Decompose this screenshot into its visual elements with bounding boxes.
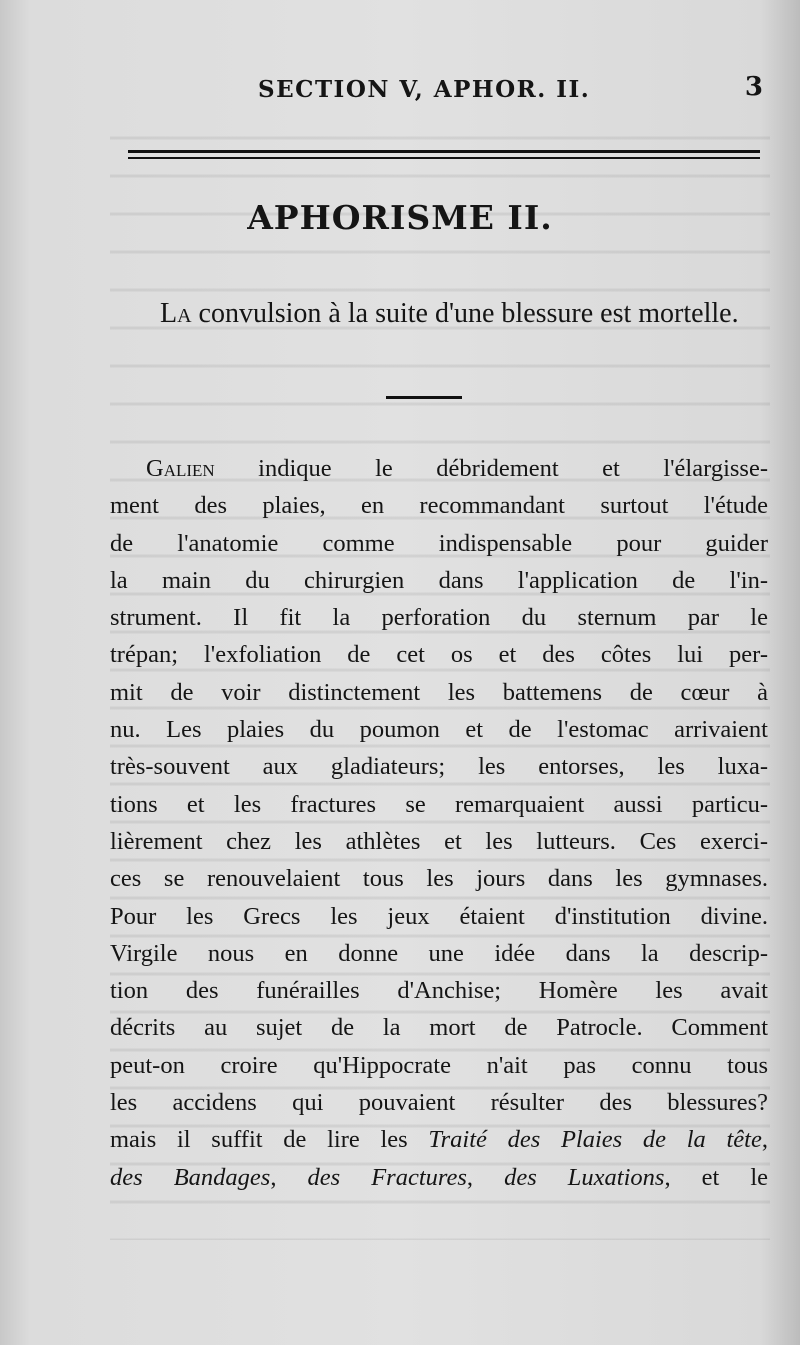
aphorism-text (110, 290, 770, 338)
commentary-line: mit de voir distinctement les battemens de cœur à (110, 678, 768, 706)
commentary-line: ment des plaies, en recommandant surtout l'étude (110, 492, 768, 520)
work-title: des Luxations (504, 1163, 665, 1191)
commentary-line: de l'anatomie comme indispensable pour guider (110, 529, 768, 557)
aphorism-lead-initial: La (160, 298, 192, 329)
work-title: Traité des Plaies de la tête (428, 1126, 762, 1154)
commentary-line: tion des funérailles d'Anchise; Homère les avait (110, 977, 768, 1005)
commentary-line: trépan; l'exfoliation de cet os et des côtes lui per- (110, 641, 768, 669)
commentary-line: tions et les fractures se remarquaient aussi particu- (110, 790, 768, 818)
commentary-line: ces se renouvelaient tous les jours dans les gymnases. (110, 865, 768, 893)
running-title: SECTION V, APHOR. II. (258, 76, 591, 103)
running-head (110, 72, 775, 112)
commentary (110, 450, 768, 1196)
commentary-line: peut-on croire qu'Hippocrate n'ait pas connu tous (110, 1051, 768, 1079)
commentary-line: strument. Il fit la perforation du sternum par le (110, 604, 768, 632)
header-rule-thin (128, 157, 760, 159)
commentary-line: Pour les Grecs les jeux étaient d'institution divine. (110, 902, 768, 930)
page-number: 3 (744, 72, 763, 102)
commentary-line: très-souvent aux gladiateurs; les entorses, les luxa- (110, 753, 768, 781)
commentary-line: décrits au sujet de la mort de Patrocle. Comment (110, 1014, 768, 1042)
commentary-line: mais il suffit de lire les Traité des Plaies de la tête, (110, 1126, 768, 1154)
commentary-line: les accidens qui pouvaient résulter des blessures? (110, 1089, 768, 1117)
work-title: des Fractures (307, 1163, 467, 1191)
commentary-line: des Bandages, des Fractures, des Luxations, et le (110, 1163, 769, 1191)
aphorism-body: convulsion à la suite d'une blessure est mortelle. (191, 298, 739, 329)
commentary-line: Galien indique le débridement et l'élargisse- (146, 455, 768, 482)
aphorism-heading: APHORISME II. (247, 198, 553, 237)
author-name: Galien (146, 455, 215, 482)
commentary-line: Virgile nous en donne une idée dans la descrip- (110, 939, 768, 967)
commentary-line: la main du chirurgien dans l'application de l'in- (110, 566, 768, 594)
work-title: des Bandages (110, 1163, 271, 1191)
commentary-line: lièrement chez les athlètes et les lutteurs. Ces exerci- (110, 827, 768, 855)
section-divider (386, 396, 462, 399)
commentary-line: nu. Les plaies du poumon et de l'estomac arrivaient (110, 716, 768, 744)
header-rule-thick (128, 150, 760, 153)
